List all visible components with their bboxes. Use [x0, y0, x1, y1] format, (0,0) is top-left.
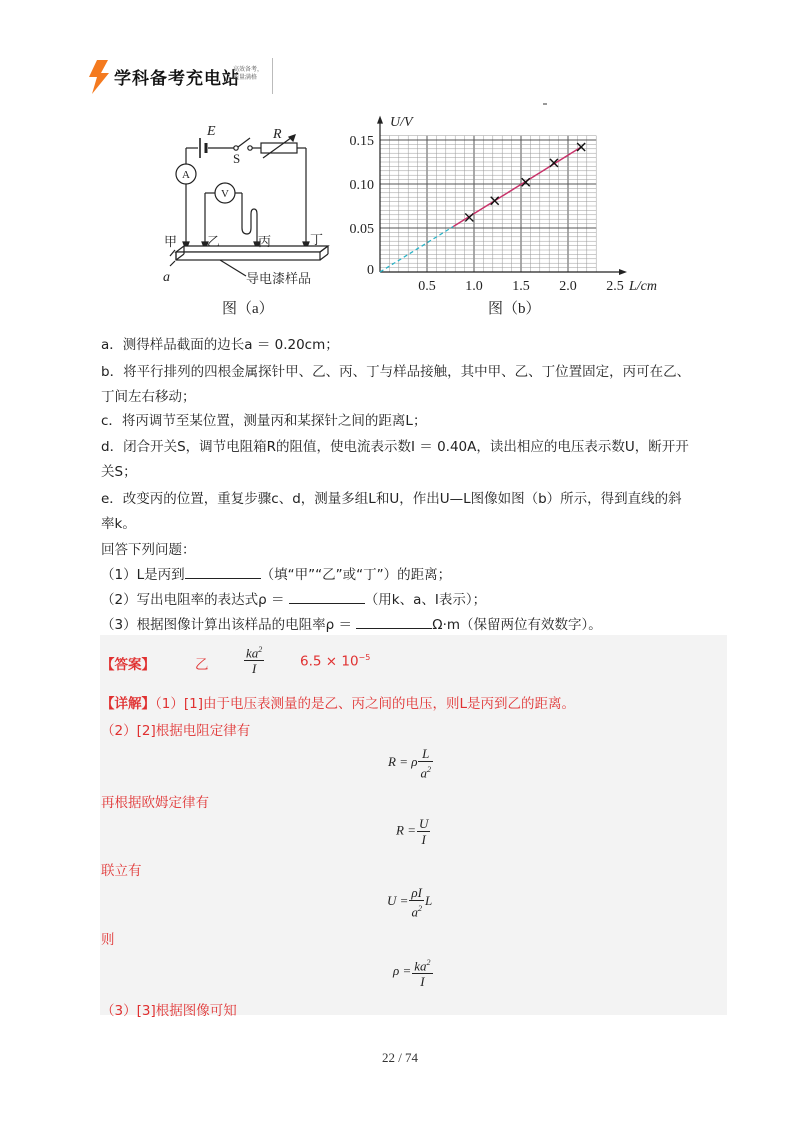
x-tick-label: 2.5 [606, 279, 624, 294]
answer-3: $6.5 \times 10^{-5}$ [300, 653, 371, 670]
step-b-line1: b．将平行排列的四根金属探针甲、乙、丙、丁与样品接触，其中甲、乙、丁位置固定，丙可在乙、 [101, 364, 691, 380]
explanation-line-2: （2）[2]根据电阻定律有 [101, 723, 251, 739]
step-a: a．测得样品截面的边长a ＝ 0.20cm； [101, 337, 339, 353]
brand-slogan: 高效备考， 能量满格 [233, 66, 264, 81]
step-b-line2: 丁间左右移动； [101, 389, 196, 405]
figure-b-caption: 图（b） [488, 301, 541, 317]
equation-2: R = $\frac{U}{I}$ [396, 816, 429, 847]
fit-line-dashed [380, 226, 453, 272]
answer-blank-3[interactable] [356, 614, 432, 629]
u-l-chart [345, 110, 675, 295]
label-E: E [207, 124, 216, 139]
header-divider [272, 58, 273, 94]
x-tick-label: 1.5 [512, 279, 530, 294]
step-e-line2: 率k。 [101, 516, 136, 532]
lightning-logo-icon [88, 60, 110, 94]
circuit-diagram [150, 118, 360, 293]
page-number: 22 / 74 [381, 1050, 419, 1065]
answer-1: 乙 [195, 657, 209, 673]
answer-2-formula: $\frac{ka^2}{I}$ [243, 642, 265, 676]
questions-intro: 回答下列问题： [101, 542, 196, 558]
data-point [491, 197, 499, 205]
step-e-line1: e．改变丙的位置，重复步骤c、d，测量多组L和U，作出U—L图像如图（b）所示，得到直线的斜 [101, 491, 682, 507]
step-d-line1: d．闭合开关S，调节电阻箱R的阻值，使电流表示数I ＝ 0.40A，读出相应的电压表示数U，断开开 [101, 439, 689, 455]
y-tick-label: 0.05 [349, 222, 374, 237]
x-axis-label: L/cm [629, 279, 657, 294]
explanation-line-3: 再根据欧姆定律有 [101, 795, 209, 811]
label-ding: 丁 [310, 233, 324, 248]
step-d-line2: 关S； [101, 464, 137, 480]
label-R: R [273, 127, 282, 142]
header-mark [543, 103, 547, 105]
step-c: c．将丙调节至某位置，测量丙和某探针之间的距离L； [101, 413, 427, 429]
ammeter-icon: A [182, 169, 190, 181]
origin-label: 0 [367, 263, 374, 278]
equation-4: ρ = $\frac{ka^2}{I}$ [393, 955, 434, 989]
answer-tag: 【答案】 [101, 657, 155, 673]
answer-blank-2[interactable] [289, 589, 365, 604]
question-3: （3）根据图像计算出该样品的电阻率ρ ＝ Ω·m（保留两位有效数字）。 [101, 613, 602, 633]
equation-1: R = ρ $\frac{L}{a^2}$ [388, 746, 431, 781]
chart-ticks [350, 115, 658, 294]
label-sample: 导电漆样品 [246, 272, 312, 287]
y-tick-label: 0.10 [349, 178, 374, 193]
y-axis-label: U/V [390, 115, 413, 130]
brand-name: 学科备考充电站 [114, 69, 240, 89]
label-a: a [163, 270, 170, 285]
voltmeter-icon: V [221, 188, 229, 200]
explanation-line-4: 联立有 [101, 863, 142, 879]
question-2: （2）写出电阻率的表达式ρ ＝ （用k、a、I表示）； [101, 588, 486, 608]
x-tick-label: 1.0 [465, 279, 483, 294]
label-jia: 甲 [164, 235, 178, 250]
explanation-line-1: 【详解】（1）[1]由于电压表测量的是乙、丙之间的电压，则L是丙到乙的距离。 [101, 696, 575, 712]
y-axis-arrow-icon [377, 116, 383, 124]
equation-3: U = $\frac{\rho I}{a^2}$ L [387, 885, 433, 920]
question-1: （1）L是丙到 （填“甲”“乙”或“丁”）的距离； [101, 563, 451, 583]
explanation-line-5: 则 [101, 932, 115, 948]
answer-blank-1[interactable] [185, 564, 261, 579]
x-tick-label: 2.0 [559, 279, 577, 294]
x-axis-arrow-icon [619, 269, 627, 275]
figure-a-caption: 图（a） [222, 301, 274, 317]
y-tick-label: 0.15 [349, 134, 374, 149]
explanation-line-6: （3）[3]根据图像可知 [101, 1003, 237, 1019]
x-tick-label: 0.5 [418, 279, 436, 294]
label-S: S [233, 151, 241, 166]
label-yi: 乙 [207, 235, 221, 250]
label-bing: 丙 [258, 235, 272, 250]
